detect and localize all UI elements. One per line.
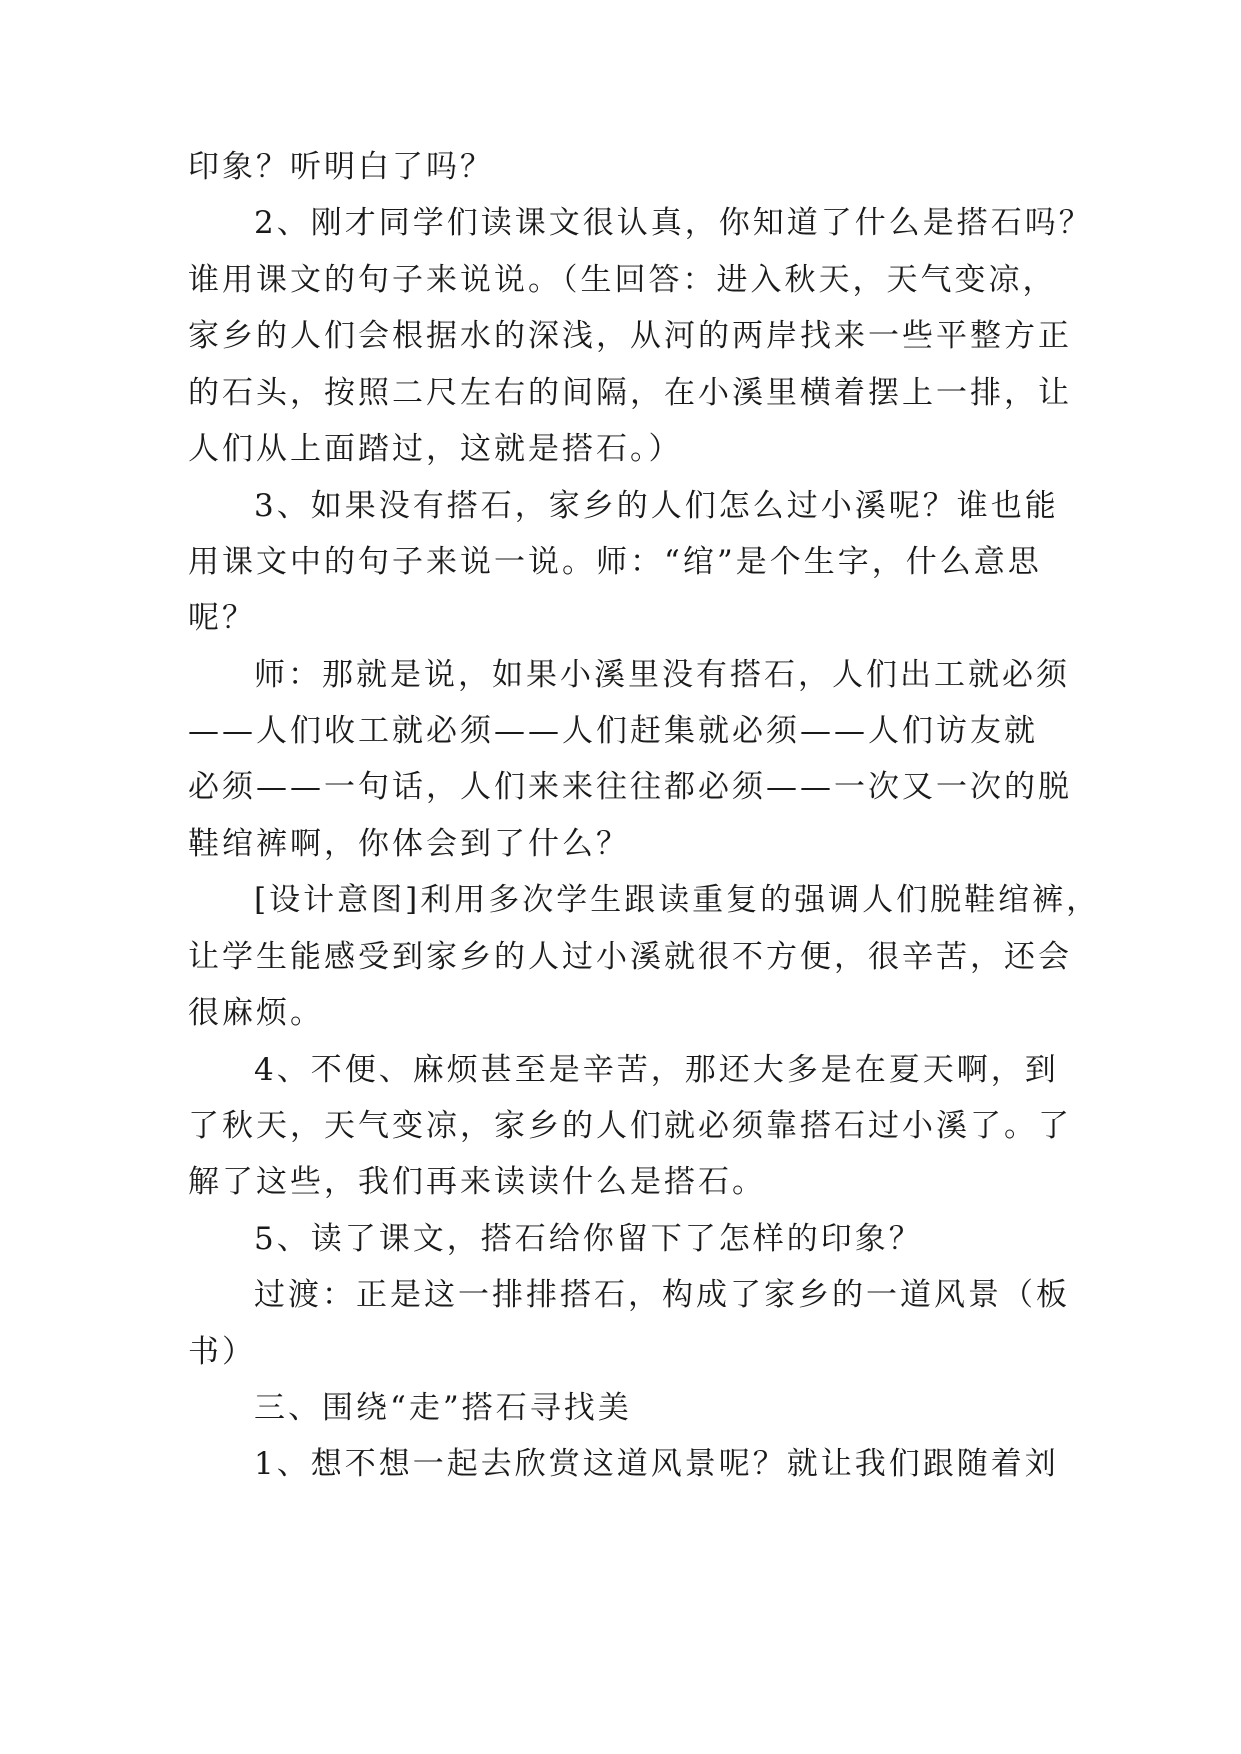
text-line: 用课文中的句子来说一说。师：“绾”是个生字，什么意思 bbox=[188, 544, 1042, 580]
text-line: 1、想不想一起去欣赏这道风景呢？就让我们跟随着刘 bbox=[254, 1446, 1059, 1482]
text-line: 印象？听明白了吗？ bbox=[188, 149, 494, 185]
text-line: 的石头，按照二尺左右的间隔，在小溪里横着摆上一排，让 bbox=[188, 375, 1072, 411]
text-line: 家乡的人们会根据水的深浅，从河的两岸找来一些平整方正 bbox=[188, 318, 1072, 354]
text-line: 鞋绾裤啊，你体会到了什么？ bbox=[188, 826, 630, 862]
text-line: 很麻烦。 bbox=[188, 995, 324, 1031]
text-line: 必须——一句话，人们来来往往都必须——一次又一次的脱 bbox=[188, 769, 1072, 805]
text-line: 3、如果没有搭石，家乡的人们怎么过小溪呢？谁也能 bbox=[254, 488, 1059, 524]
text-line: 呢？ bbox=[188, 600, 256, 636]
text-line: 谁用课文的句子来说说。（生回答：进入秋天，天气变凉， bbox=[188, 262, 1057, 298]
text-line: 了秋天，天气变凉，家乡的人们就必须靠搭石过小溪了。了 bbox=[188, 1108, 1072, 1144]
text-line: 书） bbox=[188, 1334, 256, 1370]
text-line: ——人们收工就必须——人们赶集就必须——人们访友就 bbox=[188, 713, 1038, 749]
text-line: 解了这些，我们再来读读什么是搭石。 bbox=[188, 1164, 766, 1200]
section-heading: 三、围绕“走”搭石寻找美 bbox=[254, 1390, 632, 1426]
text-line: [设计意图]利用多次学生跟读重复的强调人们脱鞋绾裤， bbox=[254, 882, 1101, 918]
text-line: 过渡：正是这一排排搭石，构成了家乡的一道风景（板 bbox=[254, 1277, 1070, 1313]
text-line: 人们从上面踏过，这就是搭石。） bbox=[188, 431, 683, 467]
text-line: 5、读了课文，搭石给你留下了怎样的印象？ bbox=[254, 1221, 923, 1257]
text-line: 让学生能感受到家乡的人过小溪就很不方便，很辛苦，还会 bbox=[188, 939, 1072, 975]
text-line: 4、不便、麻烦甚至是辛苦，那还大多是在夏天啊，到 bbox=[254, 1052, 1059, 1088]
text-line: 师：那就是说，如果小溪里没有搭石，人们出工就必须 bbox=[254, 657, 1070, 693]
text-line: 2、刚才同学们读课文很认真，你知道了什么是搭石吗？ bbox=[254, 205, 1093, 241]
